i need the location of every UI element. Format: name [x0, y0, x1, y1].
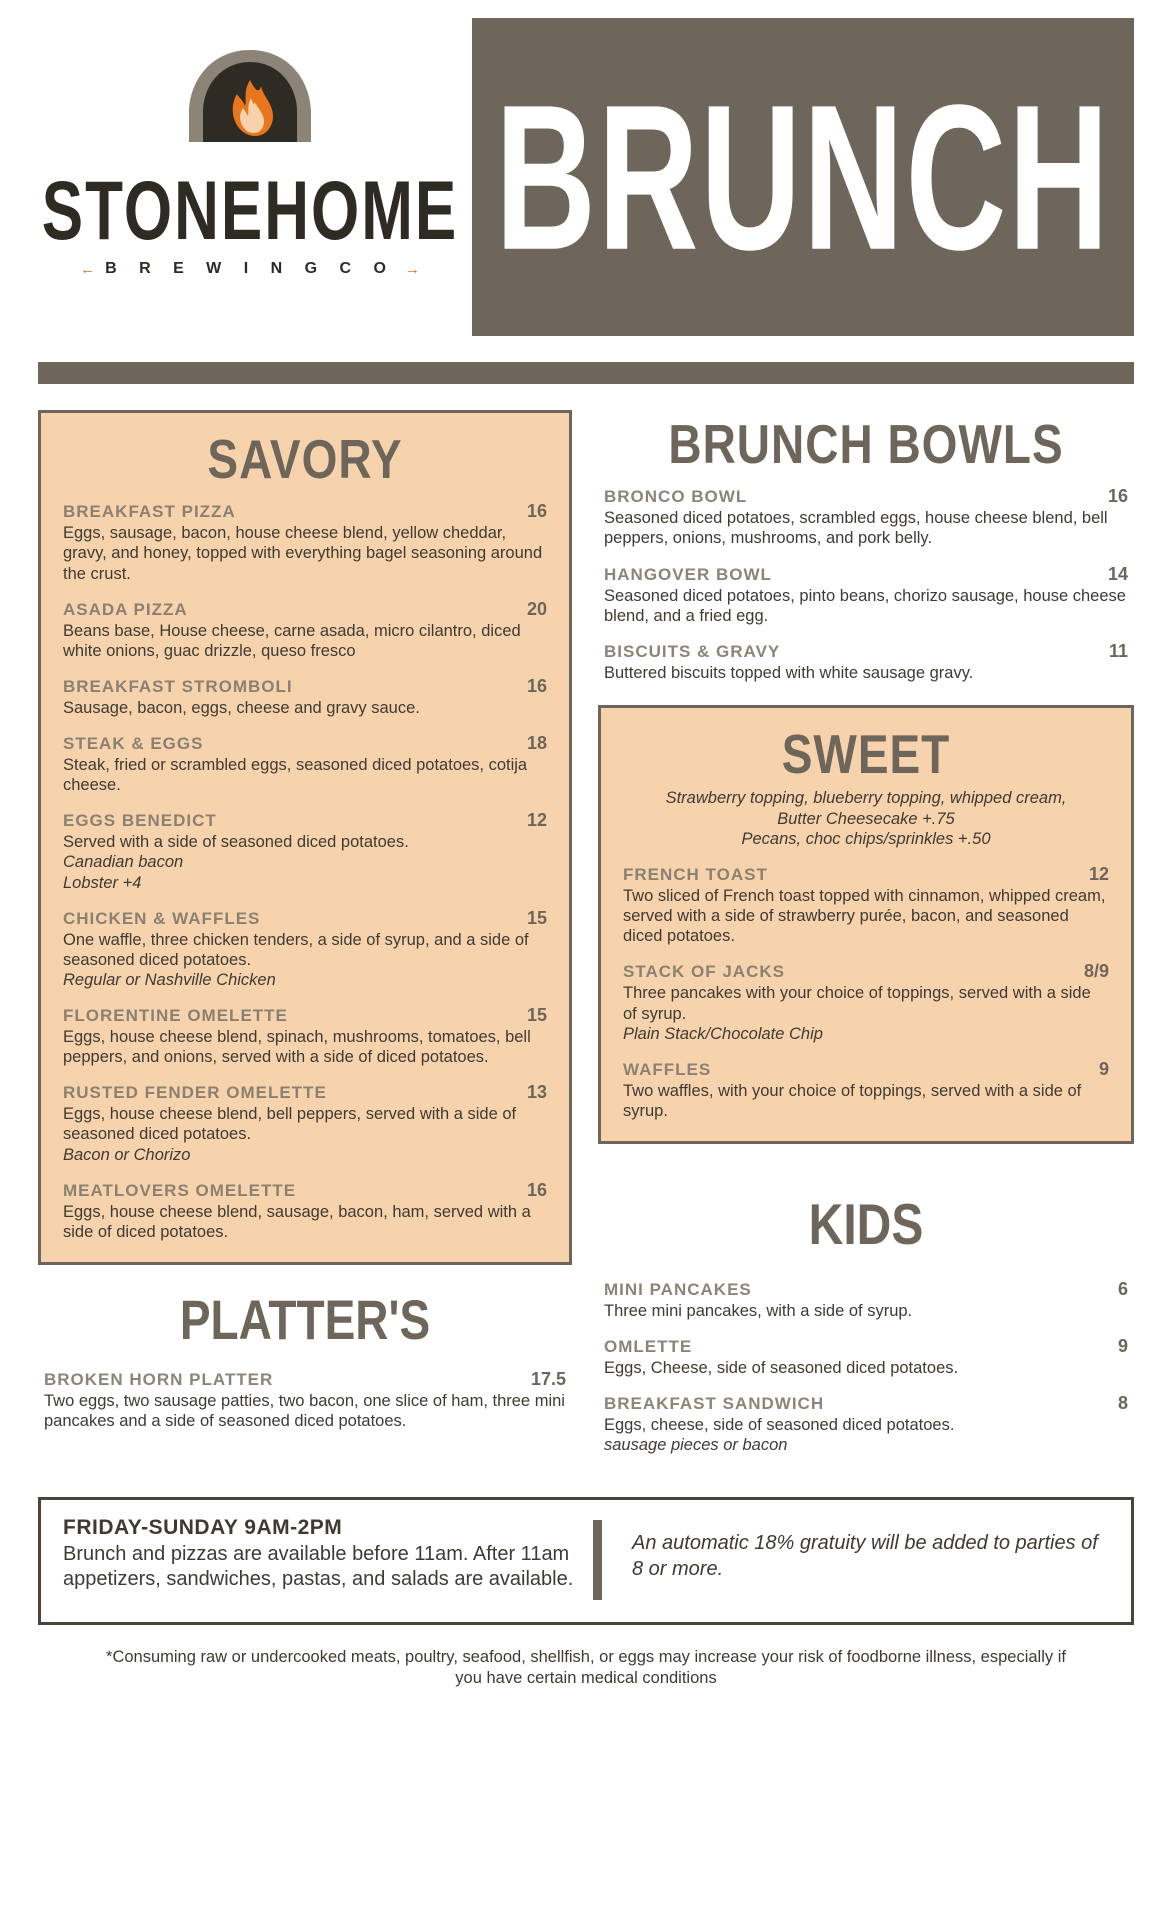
- brand-logo: [38, 18, 462, 278]
- menu-item-head: [623, 1059, 1109, 1080]
- menu-item-desc: Eggs, Cheese, side of seasoned diced potatoes.: [604, 1359, 959, 1378]
- menu-item-price: 17.5: [530, 1368, 566, 1389]
- right-arrow-icon: →: [404, 260, 420, 278]
- menu-item-price: 16: [1107, 486, 1128, 507]
- menu-item-name: OMLETTE: [604, 1337, 693, 1357]
- menu-item-desc: Steak, fried or scrambled eggs, seasoned diced potatoes, cotija cheese.: [63, 756, 528, 795]
- menu-item-name: FLORENTINE OMELETTE: [63, 1006, 288, 1026]
- menu-item: [623, 864, 1109, 946]
- menu-item-price: 18: [526, 733, 547, 754]
- brand-wordmark: STONEHOME: [41, 164, 459, 258]
- menu-item-desc: Seasoned diced potatoes, pinto beans, chorizo sausage, house cheese blend, and a fried egg.: [604, 586, 1126, 625]
- brand-tagline: [42, 260, 458, 278]
- menu-item-price: 16: [526, 675, 547, 696]
- menu-item-price: 12: [526, 810, 547, 831]
- menu-item-head: [623, 864, 1109, 885]
- menu-item-head: [63, 908, 547, 929]
- menu-item-name: WAFFLES: [623, 1059, 712, 1079]
- header-divider: [38, 362, 1134, 384]
- menu-item-price: 15: [526, 907, 547, 928]
- menu-item: [63, 810, 547, 892]
- menu-item-head: [604, 1279, 1128, 1300]
- savory-title: SAVORY: [207, 428, 403, 490]
- footer-disclaimer: *Consuming raw or undercooked meats, poultry, seafood, shellfish, or eggs may increase your risk of foodborne illness, especially if you have certain medical conditions: [106, 1647, 1066, 1688]
- menu-item-name: STEAK & EGGS: [63, 734, 204, 754]
- left-arrow-icon: ←: [80, 260, 96, 278]
- menu-item-desc: Eggs, house cheese blend, sausage, bacon, ham, served with a side of diced potatoes.: [63, 1202, 531, 1241]
- menu-item-price: 15: [526, 1005, 547, 1026]
- menu-item-head: [63, 676, 547, 697]
- brunch-title-block: [472, 18, 1134, 336]
- menu-item-head: [63, 599, 547, 620]
- menu-item-head: [604, 641, 1128, 662]
- footer-hours: FRIDAY-SUNDAY 9AM-2PM: [63, 1515, 343, 1539]
- platters-section: [38, 1369, 572, 1431]
- menu-item-price: 9: [1098, 1058, 1109, 1079]
- menu-item-desc: Served with a side of seasoned diced potatoes.: [63, 833, 409, 852]
- menu-item-desc: Buttered biscuits topped with white sausage gravy.: [604, 663, 974, 682]
- menu-item-name: EGGS BENEDICT: [63, 811, 217, 831]
- menu-item: [623, 961, 1109, 1043]
- menu-item-head: [63, 733, 547, 754]
- menu-item-price: 14: [1107, 563, 1128, 584]
- footer-divider: [593, 1520, 602, 1600]
- sweet-title: SWEET: [781, 723, 951, 785]
- brand-tagline-text: B R E W I N G C O: [105, 260, 395, 277]
- sweet-toppings-note: Strawberry topping, blueberry topping, whipped cream, Butter Cheesecake +.75 Pecans, choc chips/sprinkles +.50: [665, 789, 1067, 849]
- menu-item-price: 16: [526, 1179, 547, 1200]
- menu-item-name: BREAKFAST STROMBOLI: [63, 676, 293, 696]
- menu-item: [44, 1369, 566, 1431]
- menu-item: [63, 1180, 547, 1242]
- footer-gratuity: An automatic 18% gratuity will be added to parties of 8 or more.: [632, 1531, 1098, 1580]
- left-column: [38, 410, 572, 1446]
- menu-header: [38, 0, 1134, 352]
- menu-item-head: [604, 564, 1128, 585]
- menu-item-name: BRONCO BOWL: [604, 487, 748, 507]
- menu-item-name: MEATLOVERS OMELETTE: [63, 1180, 297, 1200]
- menu-item-note: Regular or Nashville Chicken: [63, 970, 276, 989]
- menu-item-head: [604, 1336, 1128, 1357]
- savory-panel: [38, 410, 572, 1265]
- menu-item-desc: Three mini pancakes, with a side of syrup.: [604, 1302, 913, 1321]
- menu-item-price: 12: [1088, 864, 1109, 885]
- menu-item: [63, 501, 547, 583]
- menu-item-note: Canadian bacon Lobster +4: [63, 853, 184, 892]
- menu-item: [604, 486, 1128, 548]
- menu-item: [604, 1393, 1128, 1455]
- menu-item-head: [604, 1393, 1128, 1414]
- menu-item-head: [63, 1082, 547, 1103]
- sweet-panel: [598, 705, 1134, 1144]
- page-title: BRUNCH: [495, 61, 1111, 293]
- menu-item: [604, 1336, 1128, 1378]
- menu-item: [63, 908, 547, 990]
- menu-item-price: 13: [526, 1082, 547, 1103]
- menu-item-desc: Eggs, cheese, side of seasoned diced potatoes.: [604, 1416, 955, 1435]
- menu-item-head: [63, 810, 547, 831]
- menu-item-head: [63, 1180, 547, 1201]
- menu-item-desc: Sausage, bacon, eggs, cheese and gravy sauce.: [63, 698, 420, 717]
- menu-item: [604, 1279, 1128, 1321]
- brunch-bowls-section: [598, 486, 1134, 683]
- menu-item: [63, 1082, 547, 1164]
- right-column: [598, 410, 1134, 1471]
- menu-item: [604, 564, 1128, 626]
- menu-item-note: Bacon or Chorizo: [63, 1145, 191, 1164]
- menu-item-price: 16: [526, 501, 547, 522]
- menu-item-head: [604, 486, 1128, 507]
- menu-item-price: 6: [1117, 1279, 1128, 1300]
- menu-item-name: RUSTED FENDER OMELETTE: [63, 1083, 327, 1103]
- footer-info-box: [38, 1497, 1134, 1625]
- kids-section: [598, 1279, 1134, 1456]
- menu-item: [63, 676, 547, 718]
- kids-title: KIDS: [808, 1193, 924, 1258]
- menu-item-desc: Beans base, House cheese, carne asada, micro cilantro, diced white onions, guac drizzle, queso fresco: [63, 621, 521, 660]
- menu-item-name: FRENCH TOAST: [623, 865, 768, 885]
- menu-item-note: sausage pieces or bacon: [604, 1436, 788, 1455]
- menu-item-head: [44, 1369, 566, 1390]
- menu-item-price: 20: [526, 598, 547, 619]
- menu-item-name: BREAKFAST SANDWICH: [604, 1394, 825, 1414]
- menu-item: [63, 1005, 547, 1067]
- menu-item-name: BROKEN HORN PLATTER: [44, 1369, 274, 1389]
- menu-item-name: STACK OF JACKS: [623, 962, 785, 982]
- footer-availability: Brunch and pizzas are available before 11am. After 11am appetizers, sandwiches, pastas, and salads are available.: [63, 1542, 574, 1590]
- menu-item-head: [63, 1005, 547, 1026]
- menu-item: [63, 733, 547, 795]
- menu-columns: [38, 410, 1134, 1471]
- menu-item-name: HANGOVER BOWL: [604, 564, 772, 584]
- menu-item-desc: One waffle, three chicken tenders, a side of syrup, and a side of seasoned diced potatoes.: [63, 930, 529, 969]
- menu-item-price: 8/9: [1083, 961, 1109, 982]
- menu-item-desc: Seasoned diced potatoes, scrambled eggs, house cheese blend, bell peppers, onions, mushrooms, and pork belly.: [604, 509, 1108, 548]
- menu-item-name: CHICKEN & WAFFLES: [63, 908, 261, 928]
- menu-item-note: Plain Stack/Chocolate Chip: [623, 1024, 823, 1043]
- menu-item: [623, 1059, 1109, 1121]
- menu-item-price: 8: [1117, 1393, 1128, 1414]
- menu-item-name: BREAKFAST PIZZA: [63, 502, 236, 522]
- stone-oven-flame-icon: [42, 46, 458, 166]
- menu-item-price: 11: [1108, 640, 1128, 661]
- menu-item-desc: Three pancakes with your choice of toppings, served with a side of syrup.: [623, 984, 1091, 1023]
- menu-item-desc: Two eggs, two sausage patties, two bacon, one slice of ham, three mini pancakes and a side of seasoned diced potatoes.: [44, 1391, 565, 1431]
- menu-item-name: MINI PANCAKES: [604, 1280, 752, 1300]
- menu-item-desc: Two waffles, with your choice of toppings, served with a side of syrup.: [623, 1081, 1082, 1120]
- menu-item-desc: Eggs, house cheese blend, spinach, mushrooms, tomatoes, bell peppers, and onions, served with a side of diced potatoes.: [63, 1028, 531, 1067]
- menu-item-desc: Two sliced of French toast topped with cinnamon, whipped cream, served with a side of strawberry purée, bacon, and seasoned diced potatoes.: [623, 887, 1106, 946]
- menu-item-head: [623, 961, 1109, 982]
- menu-item: [604, 641, 1128, 683]
- platters-title: PLATTER'S: [179, 1288, 431, 1352]
- menu-item: [63, 599, 547, 661]
- brunch-bowls-title: BRUNCH BOWLS: [668, 413, 1064, 475]
- menu-item-desc: Eggs, sausage, bacon, house cheese blend, yellow cheddar, gravy, and honey, topped with everything bagel seasoning around the crust.: [63, 524, 543, 583]
- menu-item-desc: Eggs, house cheese blend, bell peppers, served with a side of seasoned diced potatoes.: [63, 1105, 517, 1144]
- menu-item-price: 9: [1117, 1336, 1128, 1357]
- menu-item-name: ASADA PIZZA: [63, 599, 188, 619]
- footer-hours-block: [63, 1516, 583, 1592]
- menu-item-name: BISCUITS & GRAVY: [604, 641, 781, 661]
- menu-item-head: [63, 501, 547, 522]
